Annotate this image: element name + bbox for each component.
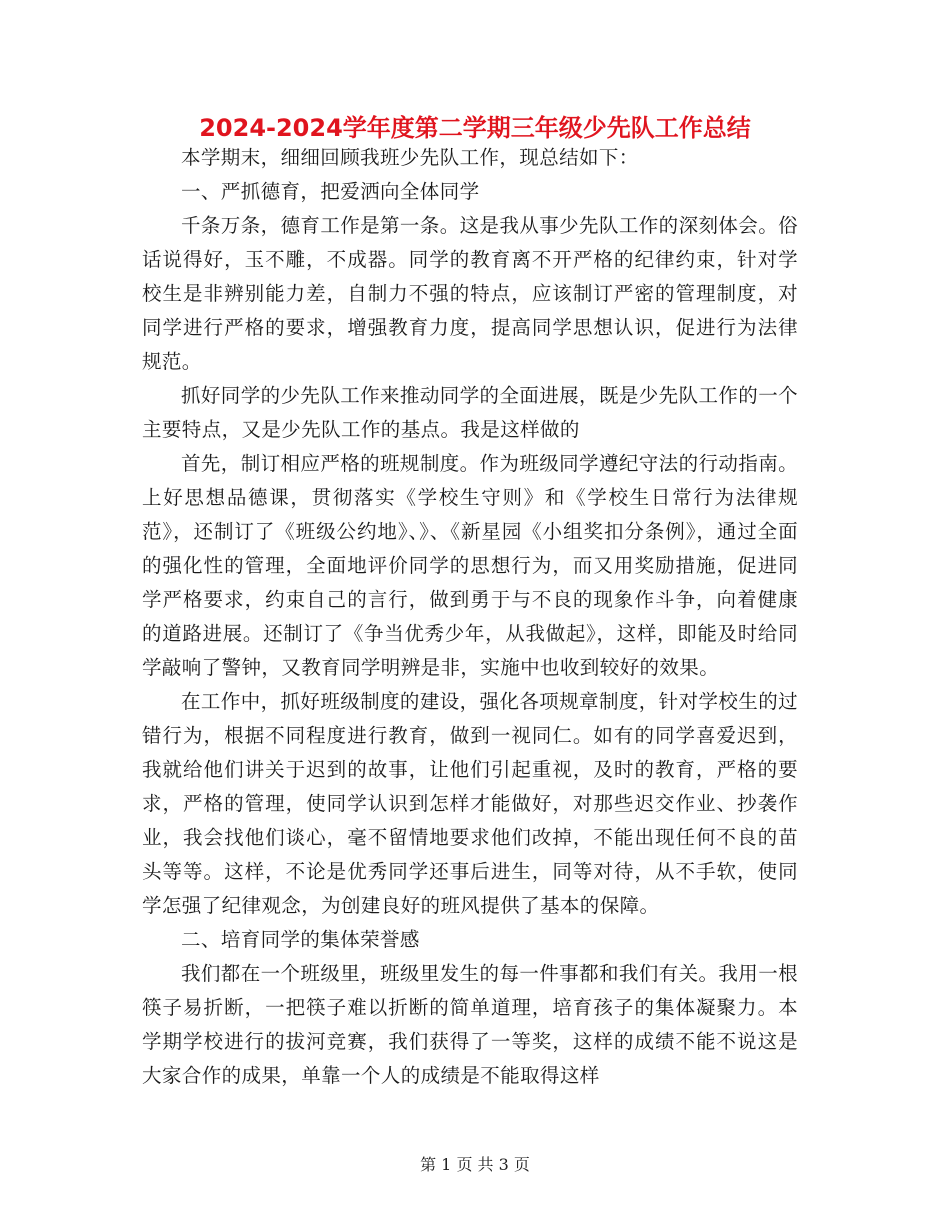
paragraph: 抓好同学的少先队工作来推动同学的全面进展，既是少先队工作的一个主要特点，又是少先队工作的基点。我是这样做的 xyxy=(142,384,798,441)
document-body xyxy=(142,141,798,1093)
paragraph: 千条万条，德育工作是第一条。这是我从事少先队工作的深刻体会。俗话说得好，玉不雕，不成器。同学的教育离不开严格的纪律约束，针对学校生是非辨别能力差，自制力不强的特点，应该制订严密的管理制度，对同学进行严格的要求，增强教育力度，提高同学思想认识，促进行为法律规范。 xyxy=(142,214,798,373)
paragraph: 我们都在一个班级里，班级里发生的每一件事都和我们有关。我用一根筷子易折断，一把筷子难以折断的简单道理，培育孩子的集体凝聚力。本学期学校进行的拔河竞赛，我们获得了一等奖，这样的成绩不能不说这是大家合作的成果，单靠一个人的成绩是不能取得这样 xyxy=(142,962,798,1087)
document-title: 2024-2024学年度第二学期三年级少先队工作总结 xyxy=(199,114,751,142)
page-number-footer: 第 1 页 共 3 页 xyxy=(420,1155,530,1174)
section-heading-1: 一、严抓德育，把爱洒向全体同学 xyxy=(181,180,480,203)
section-heading-2: 二、培育同学的集体荣誉感 xyxy=(181,928,420,951)
paragraph: 在工作中，抓好班级制度的建设，强化各项规章制度，针对学校生的过错行为，根据不同程度进行教育，做到一视同仁。如有的同学喜爱迟到，我就给他们讲关于迟到的故事，让他们引起重视，及时的教育，严格的要求，严格的管理，使同学认识到怎样才能做好，对那些迟交作业、抄袭作业，我会找他们谈心，毫不留情地要求他们改掉，不能出现任何不良的苗头等等。这样，不论是优秀同学还事后进生，同等对待，从不手软，使同学怎强了纪律观念，为创建良好的班风提供了基本的保障。 xyxy=(142,690,798,917)
paragraph-intro: 本学期末，细细回顾我班少先队工作，现总结如下： xyxy=(181,146,639,169)
paragraph: 首先，制订相应严格的班规制度。作为班级同学遵纪守法的行动指南。上好思想品德课，贯彻落实《学校生守则》和《学校生日常行为法律规范》，还制订了《班级公约地》、》、《新星园《小组奖扣分条例》，通过全面的强化性的管理，全面地评价同学的思想行为，而又用奖励措施，促进同学严格要求，约束自己的言行，做到勇于与不良的现象作斗争，向着健康的道路进展。还制订了《争当优秀少年，从我做起》，这样，即能及时给同学敲响了警钟，又教育同学明辨是非，实施中也收到较好的效果。 xyxy=(142,452,798,679)
